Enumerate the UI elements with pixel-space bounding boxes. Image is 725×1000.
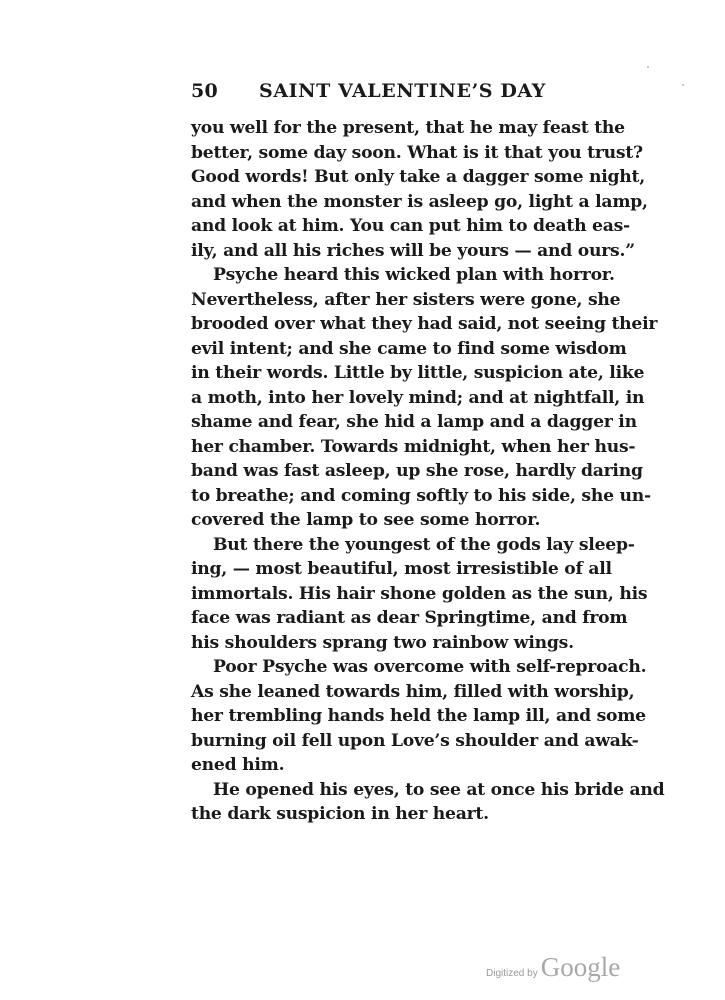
text-line: Nevertheless, after her sisters were gone, she <box>191 289 621 310</box>
text-line: and look at him. You can put him to death eas- <box>191 216 630 236</box>
text-line: ily, and all his riches will be yours — and ours.” <box>191 240 635 261</box>
text-line: face was radiant as dear Springtime, and from <box>191 608 628 628</box>
text-line: ened him. <box>191 755 285 775</box>
text-line: his shoulders sprang two rainbow wings. <box>191 632 574 653</box>
text-line: Psyche heard this wicked plan with horror. <box>213 265 615 285</box>
google-logo: Google <box>540 952 621 982</box>
text-line: immortals. His hair shone golden as the sun, his <box>191 583 648 604</box>
scan-speck <box>682 84 684 86</box>
text-line: Poor Psyche was overcome with self-reproach. <box>213 657 647 677</box>
text-line: ing, — most beautiful, most irresistible of all <box>191 559 612 579</box>
body-text <box>191 116 665 827</box>
text-line: better, some day soon. What is it that you trust? <box>191 142 643 163</box>
text-line: band was fast asleep, up she rose, hardly daring <box>191 461 643 481</box>
page-header <box>191 80 611 106</box>
text-line: brooded over what they had said, not seeing their <box>191 314 658 334</box>
text-line: her chamber. Towards midnight, when her hus- <box>191 436 636 457</box>
text-line: and when the monster is asleep go, light a lamp, <box>191 191 648 212</box>
running-head: SAINT VALENTINE’S DAY <box>259 80 546 102</box>
text-line: you well for the present, that he may feast the <box>191 118 625 138</box>
text-line: the dark suspicion in her heart. <box>191 804 489 824</box>
text-line: covered the lamp to see some horror. <box>191 510 541 530</box>
text-line: to breathe; and coming softly to his side, she un- <box>191 485 651 506</box>
text-line: her trembling hands held the lamp ill, and some <box>191 706 646 726</box>
text-line: a moth, into her lovely mind; and at nightfall, in <box>191 387 645 408</box>
text-line: He opened his eyes, to see at once his bride and <box>213 779 665 800</box>
text-line: Good words! But only take a dagger some night, <box>191 167 645 187</box>
page-number: 50 <box>191 80 219 102</box>
digitized-watermark <box>486 952 620 983</box>
text-line: shame and fear, she hid a lamp and a dagger in <box>191 412 637 432</box>
text-line: As she leaned towards him, filled with worship, <box>191 681 635 702</box>
text-line: But there the youngest of the gods lay sleep- <box>213 534 635 555</box>
text-line: in their words. Little by little, suspicion ate, like <box>191 363 645 383</box>
text-line: evil intent; and she came to find some wisdom <box>191 338 627 359</box>
watermark-prefix: Digitized by <box>486 968 538 979</box>
scan-speck <box>647 66 649 68</box>
text-line: burning oil fell upon Love’s shoulder and awak- <box>191 730 639 751</box>
